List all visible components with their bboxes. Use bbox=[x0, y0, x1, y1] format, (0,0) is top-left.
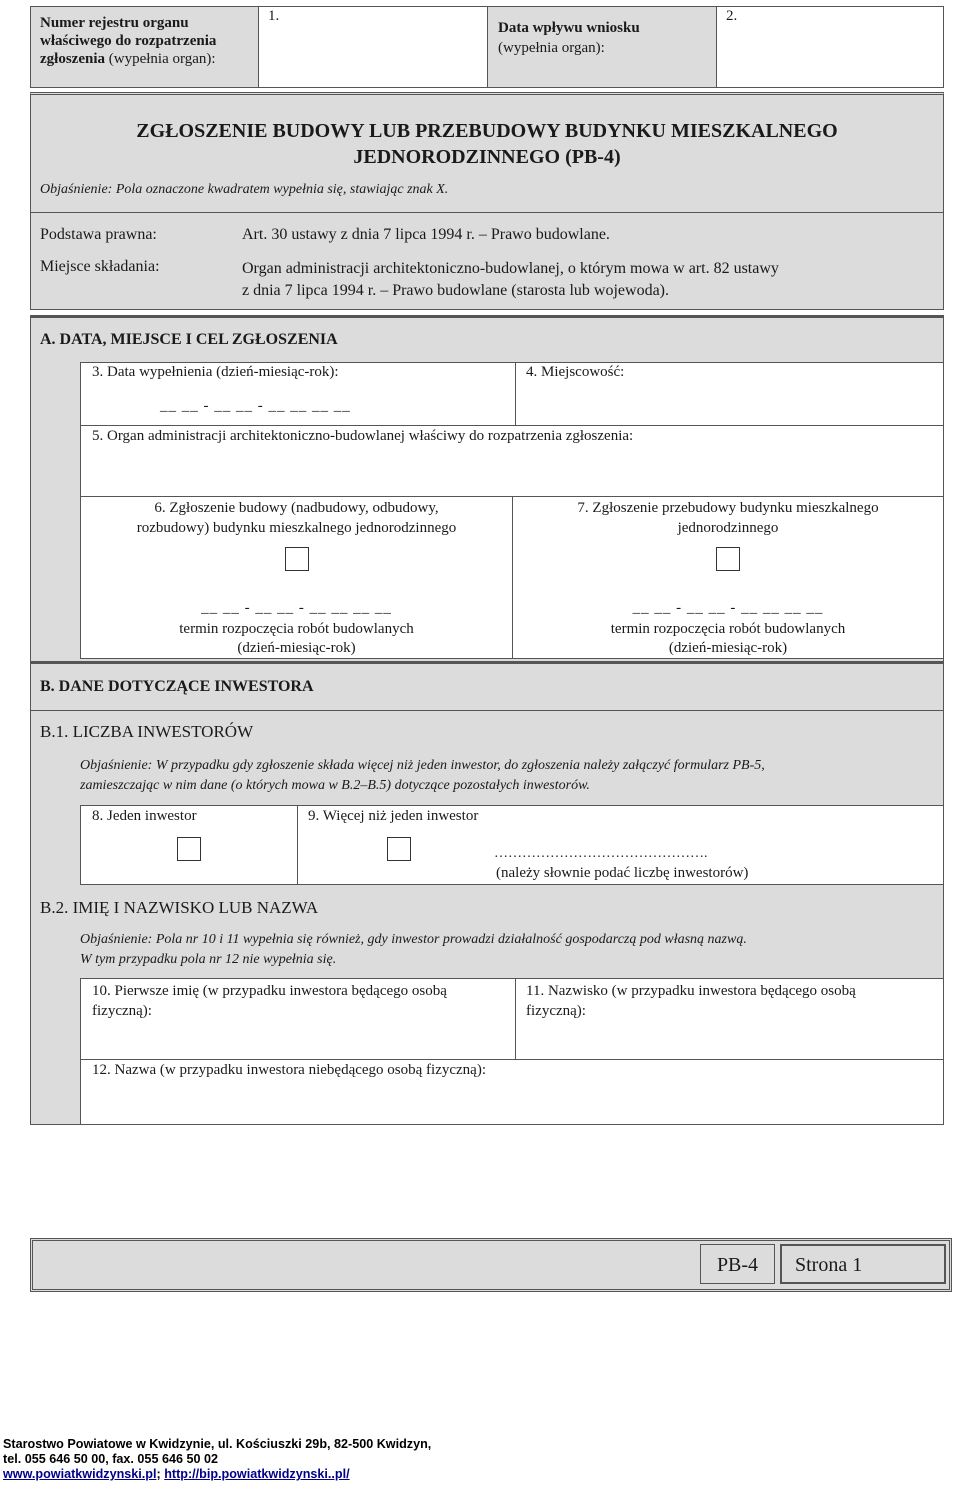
field-6-label bbox=[80, 498, 513, 538]
field-8-checkbox[interactable] bbox=[177, 837, 201, 861]
legal-basis-text: Art. 30 ustawy z dnia 7 lipca 1994 r. – Prawo budowlane. bbox=[242, 226, 610, 243]
field-9-count-input[interactable]: ………………………………………. bbox=[494, 846, 708, 861]
title-divider bbox=[30, 212, 944, 213]
field-6-label-line2: rozbudowy) budynku mieszkalnego jednorodzinnego bbox=[136, 520, 457, 536]
office-address: Starostwo Powiatowe w Kwidzynie, ul. Kościuszki 29b, 82-500 Kwidzyn, bbox=[3, 1437, 432, 1451]
field-6-term-caption bbox=[80, 620, 513, 658]
field-10-label bbox=[92, 981, 512, 1021]
office-phone-fax: tel. 055 646 50 00, fax. 055 646 50 02 bbox=[3, 1452, 218, 1466]
field-6-checkbox[interactable] bbox=[285, 547, 309, 571]
section-b-divider bbox=[30, 710, 944, 711]
field-9-label: 9. Więcej niż jeden inwestor bbox=[308, 808, 479, 824]
registry-number-index: 1. bbox=[268, 8, 280, 24]
page-number-label: Strona 1 bbox=[780, 1244, 946, 1284]
field-3-date-placeholder: __ __ - __ __ - __ __ __ __ bbox=[160, 398, 351, 414]
section-b1-title: B.1. LICZBA INWESTORÓW bbox=[40, 722, 254, 741]
bip-link[interactable]: http://bip.powiatkwidzynski..pl/ bbox=[164, 1467, 350, 1481]
registry-number-label bbox=[40, 14, 260, 68]
field-9-count-note: (należy słownie podać liczbę inwestorów) bbox=[496, 865, 749, 881]
submission-place-text bbox=[242, 258, 932, 302]
field-7-label-line1: 7. Zgłoszenie przebudowy budynku mieszkalnego bbox=[577, 500, 879, 516]
field-7-term-line1: termin rozpoczęcia robót budowlanych bbox=[610, 621, 846, 637]
receipt-date-index: 2. bbox=[726, 8, 738, 24]
office-links bbox=[3, 1467, 953, 1482]
field-10-label-line1: 10. Pierwsze imię (w przypadku inwestora będącego osobą bbox=[92, 983, 447, 999]
receipt-date-label bbox=[498, 18, 708, 58]
section-b2-title: B.2. IMIĘ I NAZWISKO LUB NAZWA bbox=[40, 898, 319, 917]
field-7-label-line2: jednorodzinnego bbox=[677, 520, 779, 536]
section-b1-explanation-line2: zamieszczając w nim dane (o których mowa w B.2–B.5) dotyczące pozostałych inwestorów. bbox=[80, 778, 590, 793]
field-11-label-line2: fizyczną): bbox=[526, 1003, 586, 1019]
submission-place-line2: z dnia 7 lipca 1994 r. – Prawo budowlane (starosta lub wojewoda). bbox=[242, 282, 670, 299]
registry-number-field[interactable] bbox=[258, 6, 488, 88]
field-7-term-line2: (dzień-miesiąc-rok) bbox=[668, 640, 788, 656]
receipt-date-label-text: Data wpływu wniosku bbox=[498, 20, 640, 36]
section-b2-explanation bbox=[80, 930, 942, 970]
form-title-line2: JEDNORODZINNEGO (PB-4) bbox=[353, 146, 621, 168]
receipt-date-field[interactable] bbox=[716, 6, 944, 88]
submission-place-label: Miejsce składania: bbox=[40, 258, 160, 275]
section-b1-explanation bbox=[80, 756, 942, 796]
title-explanation: Objaśnienie: Pola oznaczone kwadratem wypełnia się, stawiając znak X. bbox=[40, 182, 449, 197]
section-a-title: A. DATA, MIEJSCE I CEL ZGŁOSZENIA bbox=[40, 331, 338, 348]
field-7-checkbox[interactable] bbox=[716, 547, 740, 571]
form-title bbox=[30, 118, 944, 170]
field-12-label: 12. Nazwa (w przypadku inwestora niebędącego osobą fizyczną): bbox=[92, 1062, 486, 1078]
submission-place-line1: Organ administracji architektoniczno-budowlanej, o którym mowa w art. 82 ustawy bbox=[242, 260, 779, 277]
receipt-date-note: (wypełnia organ): bbox=[498, 40, 605, 56]
registry-number-label-text: Numer rejestru organu właściwego do rozpatrzenia zgłoszenia bbox=[40, 15, 217, 67]
registry-number-note: (wypełnia organ): bbox=[108, 51, 216, 67]
links-separator: ; bbox=[156, 1467, 165, 1481]
field-9-checkbox[interactable] bbox=[387, 837, 411, 861]
section-b1-explanation-line1: Objaśnienie: W przypadku gdy zgłoszenie składa więcej niż jeden inwestor, do zgłoszenia należy załączyć formularz PB-5, bbox=[80, 758, 765, 773]
field-6-date-placeholder: __ __ - __ __ - __ __ __ __ bbox=[201, 600, 392, 616]
form-code-label: PB-4 bbox=[700, 1244, 775, 1284]
field-7-date-placeholder: __ __ - __ __ - __ __ __ __ bbox=[632, 600, 824, 616]
field-8-label: 8. Jeden inwestor bbox=[92, 808, 197, 824]
section-b-title: B. DANE DOTYCZĄCE INWESTORA bbox=[40, 678, 314, 695]
field-6-label-line1: 6. Zgłoszenie budowy (nadbudowy, odbudowy, bbox=[154, 500, 439, 516]
field-11-label-line1: 11. Nazwisko (w przypadku inwestora będącego osobą bbox=[526, 983, 856, 999]
field-6-term-line2: (dzień-miesiąc-rok) bbox=[237, 640, 356, 656]
field-6-term-line1: termin rozpoczęcia robót budowlanych bbox=[179, 621, 414, 637]
legal-basis-label: Podstawa prawna: bbox=[40, 226, 157, 243]
form-title-line1: ZGŁOSZENIE BUDOWY LUB PRZEBUDOWY BUDYNKU MIESZKALNEGO bbox=[136, 120, 838, 142]
office-info bbox=[3, 1437, 953, 1482]
section-b2-explanation-line2: W tym przypadku pola nr 12 nie wypełnia się. bbox=[80, 952, 337, 967]
field-11-label bbox=[526, 981, 941, 1021]
field-10-label-line2: fizyczną): bbox=[92, 1003, 152, 1019]
field-7-label bbox=[512, 498, 944, 538]
field-7-term-caption bbox=[512, 620, 944, 658]
website-link[interactable]: www.powiatkwidzynski.pl bbox=[3, 1467, 157, 1481]
field-4-label: 4. Miejscowość: bbox=[526, 364, 625, 380]
field-3-label: 3. Data wypełnienia (dzień-miesiąc-rok): bbox=[92, 364, 339, 380]
field-5-label: 5. Organ administracji architektoniczno-budowlanej właściwy do rozpatrzenia zgłoszenia: bbox=[92, 428, 634, 444]
section-b2-explanation-line1: Objaśnienie: Pola nr 10 i 11 wypełnia się również, gdy inwestor prowadzi działalność gospodarczą pod własną nazwą. bbox=[80, 932, 747, 947]
